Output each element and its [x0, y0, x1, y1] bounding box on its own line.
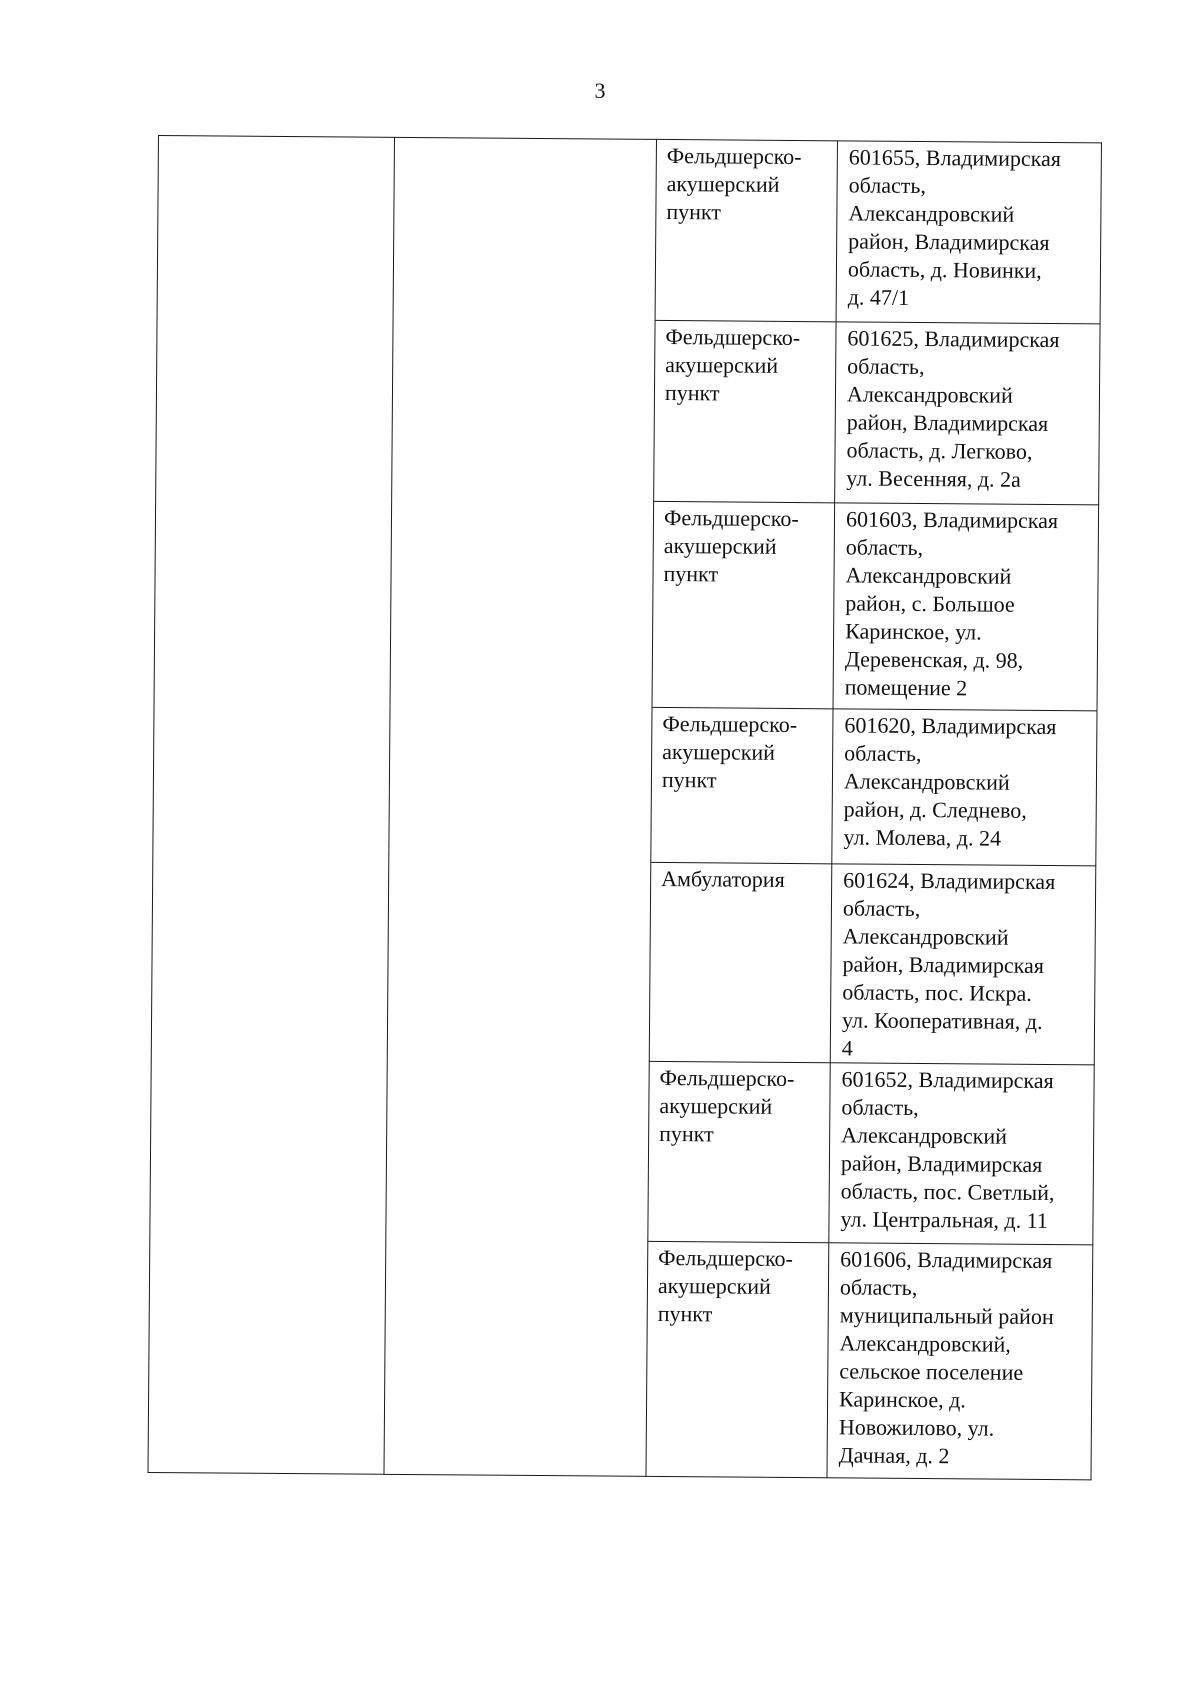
facility-address: 601620, Владимирская область, Александровский район, д. Следнево, ул. Молева, д. 24: [843, 712, 1057, 851]
facility-address-cell: [836, 141, 1101, 324]
facility-type-cell: [655, 139, 837, 321]
facility-address-cell: [833, 503, 1099, 711]
facility-address: 601603, Владимирская область, Александровский район, с. Большое Каринское, ул. Деревенская, д. 98, помещение 2: [844, 506, 1059, 701]
facility-type-cell: [654, 320, 836, 502]
facility-address-cell: [830, 864, 1096, 1065]
facility-type: Фельдшерско- акушерский пункт: [661, 710, 798, 793]
facility-address: 601655, Владимирская область, Александровский район, Владимирская область, д. Новинки, д. 47/1: [847, 144, 1062, 310]
facility-address-cell: [829, 1063, 1094, 1245]
facility-address: 601652, Владимирская область, Александровский район, Владимирская область, пос. Светлый, ул. Центральная, д. 11: [840, 1066, 1055, 1234]
page-number: 3: [594, 78, 606, 103]
facility-address-cell: [827, 1243, 1093, 1480]
facility-address: 601624, Владимирская область, Александровский район, Владимирская область, пос. Искра. ул. Кооперативная, д. 4: [841, 867, 1056, 1061]
merged-empty-cell-1: [148, 136, 394, 1475]
facilities-table: [147, 135, 1101, 1480]
facility-address: 601625, Владимирская область, Александровский район, Владимирская область, д. Легково, ул. Весенняя, д. 2а: [846, 325, 1060, 492]
facility-address-cell: [832, 709, 1097, 866]
facility-type-cell: [646, 1241, 829, 1477]
facility-type: Амбулатория: [661, 865, 785, 892]
facility-type-cell: [649, 862, 832, 1062]
facility-type-cell: [648, 1061, 830, 1242]
facility-address: 601606, Владимирская область, муниципальный район Александровский, сельское поселение Каринское, д. Новожилово, ул. Дачная, д. 2: [838, 1246, 1054, 1469]
facility-type: Фельдшерско- акушерский пункт: [659, 1064, 795, 1147]
facility-type-cell: [652, 501, 835, 708]
facility-type: Фельдшерско- акушерский пункт: [664, 323, 801, 406]
facility-address-cell: [835, 322, 1100, 505]
facility-type: Фельдшерско- акушерский пункт: [657, 1244, 794, 1327]
facility-type: Фельдшерско- акушерский пункт: [666, 142, 802, 225]
facility-type-cell: [651, 707, 833, 863]
table-row: [157, 136, 1101, 324]
facility-type: Фельдшерско- акушерский пункт: [663, 504, 799, 587]
merged-empty-cell-2: [384, 137, 656, 1476]
